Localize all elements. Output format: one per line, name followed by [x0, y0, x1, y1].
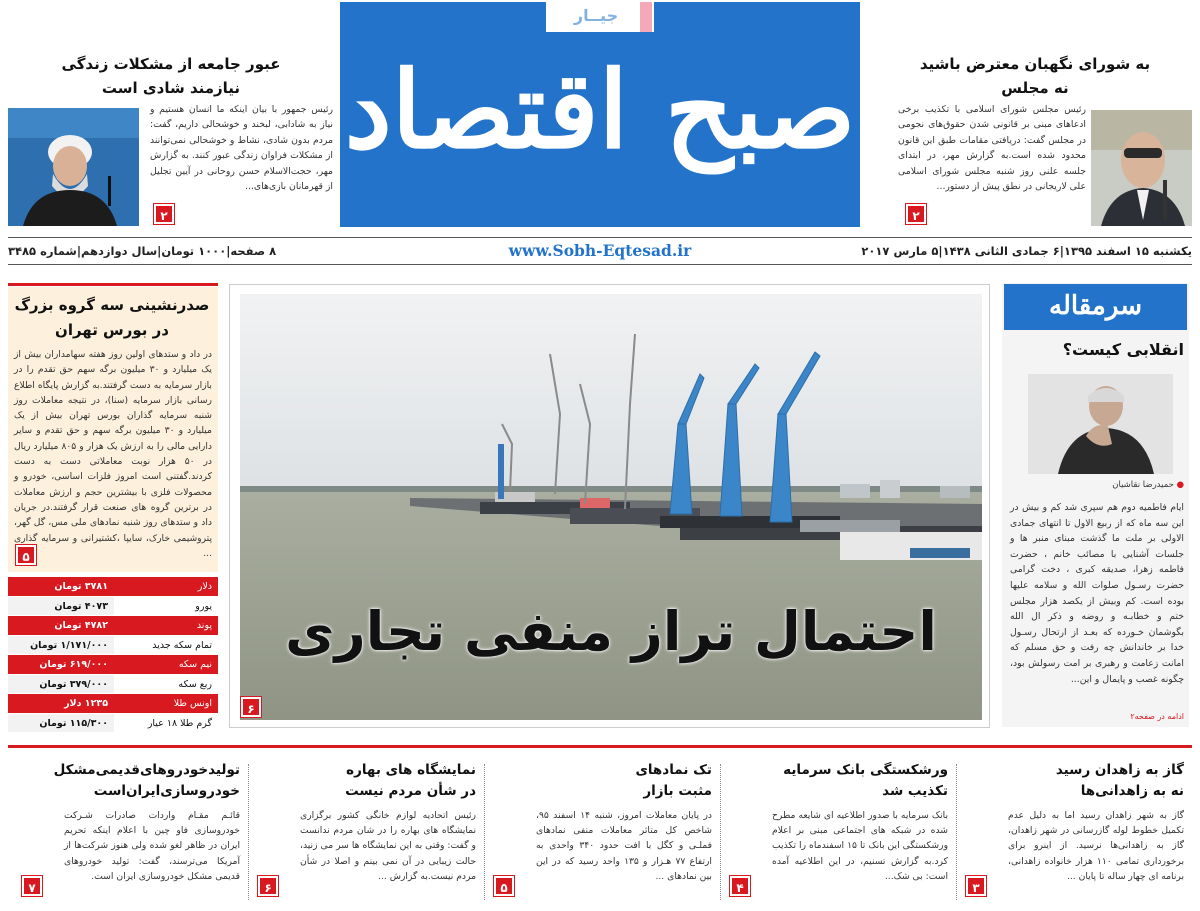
portrait-image	[1091, 110, 1192, 226]
market-label: یورو	[114, 597, 218, 616]
market-label: تمام سکه جدید	[114, 636, 218, 655]
top-left-page-badge[interactable]: ۲	[154, 204, 174, 224]
main-page-badge[interactable]: ۶	[241, 697, 261, 717]
top-left-headline-line2: نیازمند شادی است	[101, 79, 241, 97]
bottom-article-page-badge[interactable]: ۵	[494, 876, 514, 896]
market-value: ۳۷۹/۰۰۰ تومان	[8, 675, 114, 694]
editorial-tag: سرمقاله	[1004, 284, 1187, 330]
bottom-article-headline-line1: نمایشگاه های بهاره	[346, 762, 476, 778]
newspaper-name: صبح اقتصاد	[344, 47, 856, 172]
left-feature-headline-line2: در بورس تهران	[55, 321, 169, 339]
bottom-article-headline-line2: تکذیب شد	[882, 783, 948, 799]
bottom-article	[492, 758, 712, 903]
top-left-body: رئیس جمهور با بیان اینکه ما انسان هستیم و نیاز به شادابی، لبخند و خوشحالی داریم، گفت: مردم بدون شادی، نشاط و خوشحالی نمی‌توانند از مشکلات فراوان زندگی عبور کنند. به گزارش مهر، حجت‌الاسلام حسن روحانی در آیین تجلیل از قهرمانان بازی‌های...	[150, 104, 333, 193]
left-feature-headline	[12, 293, 212, 343]
column-separator	[956, 764, 957, 900]
market-row	[8, 714, 218, 734]
left-feature-page-badge[interactable]: ۵	[16, 545, 36, 565]
market-row	[8, 655, 218, 675]
market-row	[8, 616, 218, 636]
bottom-article-body: قائـم مقـام واردات صادرات شـرکت خودروسازی فاو چین با اعلام اینکه تحریم ایران در ظاهر لغو شده ولی هنوز شرکت‌ها از آمریکا می‌ترسند، گفت: تولید خودروهای قدیمی مشکل خودروسازی ایران است.	[64, 810, 240, 882]
top-left-headline-line1: عبور جامعه از مشکلات زندگی	[61, 55, 281, 73]
market-row	[8, 597, 218, 617]
market-value: ۴۰۷۳ تومان	[8, 597, 114, 616]
market-label: دلار	[114, 577, 218, 596]
market-value: ۶۱۹/۰۰۰ تومان	[8, 655, 114, 674]
rouhani-photo	[8, 108, 139, 226]
market-row	[8, 675, 218, 695]
column-separator	[484, 764, 485, 900]
editorial-body: ایام فاطمیه دوم هم سپری شد کم و بیش در این سه ماه که از ربیع الاول تا انتهای جمادی الاولی بر ملت ما گذشت مبنای منبر ها و جلسات آشنایی با مصائب خانم ، حضرت فاطمه زهرا، صدیقه کبری ، دخت گرامی حضرت رسـول صلوات الله و سلامه علیها بوده است. کم وبیش از یکصد هزار مجلس ختم و خطابـه و روضه و ذکر ال الله بگوشمان خـورده که بعـد از ارتحال رسـول خدا بر خاندانش چه رفت و حق مسلم که امانت زعامت و رهبری بر امت رسولش بود، چگونه غصب و پایمال و این...	[1010, 502, 1184, 685]
bottom-article-headline	[526, 760, 712, 802]
top-right-page-badge[interactable]: ۲	[906, 204, 926, 224]
bottom-article	[964, 758, 1184, 903]
editorial-title: انقلابی کیست؟	[1062, 340, 1184, 359]
bottom-article-page-badge[interactable]: ۶	[258, 876, 278, 896]
left-feature-body: در داد و ستدهای اولین روز هفته سهامداران بیش از یک میلیارد و ۳۰ میلیون برگه سهم حق تقدم را در بازار سرمایه به دست گرفتند.به گزارش پایگاه اطلاع رسانی بازار سرمایه (سنا)، در نتیجه معاملات روز شنبه سرمایه گذاران بورس تهران بیش از یک میلیارد و ۳۰ میلیون برگه سهم و حق تقدم و سایر دارایی مالی را به ارزش یک هزار و ۸۰۵ میلیارد ریال در ۵۰ هزار نوبت معاملاتی دست به دست کردند.گفتنی است امروز فلزات اساسی، خودرو و محصولات فلزی با بیشترین حجم و ارزش معاملات در برترین گروه های صنعت قرار گرفتند.در جریان داد و ستدهای روز شنبه نمادهای ملی مس، گل گهر، پتروشیمی خارک، سایپا ،کشتیرانی و سرمایه گذاری ...	[14, 349, 212, 559]
market-table	[8, 577, 218, 733]
left-feature-headline-line1: صدرنشینی سه گروه بزرگ	[14, 296, 210, 314]
editorial-author-name: حمیدرضا نقاشیان	[1112, 480, 1174, 490]
top-right-body: رئیس مجلس شورای اسلامی با تکذیب برخی ادعاهای مبنی بر قانونی شدن حقوق‌های نجومی در مجلس گفت: دریافتی مقامات طبق این قانون محدود شده است.به گزارش مهر، در ابتدای جلسه علنی روز شنبه مجلس شورای اسلامی علی لاریجانی در نطق پیش از دستور...	[898, 104, 1086, 193]
bottom-article-headline-line1: گاز به زاهدان رسید	[1055, 762, 1184, 778]
bottom-article-headline	[54, 760, 240, 802]
masthead-rule-bottom	[8, 264, 1192, 265]
market-value: ۱/۱۷۱/۰۰۰ تومان	[8, 636, 114, 655]
author-bullet-icon: ●	[1176, 480, 1184, 490]
website[interactable]: www.Sobh-Eqtesad.ir	[508, 241, 692, 260]
top-right-headline	[880, 52, 1190, 100]
bottom-article-headline-line1: تک نمادهای	[635, 762, 712, 778]
issue-line: ۸ صفحه|۱۰۰۰ تومان|سال دوازدهم|شماره ۳۴۸۵	[8, 244, 277, 258]
bottom-article-headline-line1: ورشکستگی بانک سرمایه	[783, 762, 948, 778]
date-line: یکشنبه ۱۵ اسفند ۱۳۹۵|۶ جمادی الثانی ۱۴۳۸|۵ مارس ۲۰۱۷	[861, 244, 1192, 258]
logo-tab-label: جیــار	[573, 6, 619, 25]
market-label: گرم طلا ۱۸ عیار	[114, 714, 218, 733]
main-headline: احتمال تراز منفی تجاری	[285, 600, 937, 663]
top-right-headline-line2: نه مجلس	[1001, 79, 1069, 97]
market-label: پوند	[114, 616, 218, 635]
editorial-continue-link[interactable]: ادامه در صفحه۲	[1130, 712, 1184, 721]
bottom-article	[20, 758, 240, 903]
left-feature-box	[8, 287, 218, 572]
market-value: ۱۲۳۵ دلار	[8, 694, 114, 713]
bottom-article-headline-line1: تولیدخودروهای‌قدیمی‌مشکل	[53, 762, 240, 778]
bottom-article-headline	[762, 760, 948, 802]
left-feature-accent	[8, 283, 218, 286]
market-label: اونس طلا	[114, 694, 218, 713]
market-row	[8, 694, 218, 714]
column-separator	[720, 764, 721, 900]
top-left-headline	[12, 52, 330, 100]
bottom-article-body: بانک سرمایه با صدور اطلاعیه ای شایعه مطرح شده در شبکه های اجتماعی مبنی بر اعلام ورشکستگی این بانک تا ۱۵ اسفندماه را تکذیب کرد.به گزارش تسنیم، در این اطلاعیه آمده است: بی شک...	[772, 810, 949, 882]
bottom-article-page-badge[interactable]: ۳	[966, 876, 986, 896]
market-value: ۴۷۸۲ تومان	[8, 616, 114, 635]
market-label: ربع سکه	[114, 675, 218, 694]
market-row	[8, 636, 218, 656]
top-right-headline-line1: به شورای نگهبان معترض باشید	[919, 55, 1151, 73]
bottom-article-page-badge[interactable]: ۴	[730, 876, 750, 896]
market-value: ۳۷۸۱ تومان	[8, 577, 114, 596]
column-separator	[248, 764, 249, 900]
bottom-article-headline	[290, 760, 476, 802]
bottom-article-headline-line2: در شأن مردم نیست	[345, 783, 476, 799]
bottom-article	[728, 758, 948, 903]
bottom-article-body: رئیس اتحادیه لوازم خانگی کشور برگزاری نمایشگاه های بهاره را در شان مردم ندانست و گفت: وقتی به این نمایشگاه ها سر می زنید، حالت زیبایی در آن نمی بینم و اصلا در شأن مردم نیست.به گزارش ...	[300, 810, 476, 882]
market-row	[8, 577, 218, 597]
bottom-article-headline	[998, 760, 1184, 802]
masthead-logo	[340, 2, 860, 227]
author-image	[1028, 374, 1173, 474]
larijani-photo	[1091, 110, 1192, 226]
bottom-article-page-badge[interactable]: ۷	[22, 876, 42, 896]
masthead-rule-top	[8, 237, 1192, 238]
bottom-strip-accent	[8, 745, 1192, 748]
author-photo	[1028, 374, 1173, 474]
market-value: ۱۱۵/۳۰۰ تومان	[8, 714, 114, 733]
bottom-article-body: در پایان معاملات امروز، شنبه ۱۴ اسفند ۹۵، شاخص کل متاثر معاملات منفی نمادهای فملـی و کگل با افت حدود ۳۴۰ واحدی به ارتفاع ۷۷ هـزار و ۱۳۵ واحد رسید که در این بین نمادهای ...	[536, 810, 713, 882]
bottom-article	[256, 758, 476, 903]
market-label: نیم سکه	[114, 655, 218, 674]
bottom-article-headline-line2: نه به زاهدانی‌ها	[1080, 783, 1184, 799]
editorial-author	[1010, 480, 1184, 490]
bottom-article-body: گاز به شهر زاهدان رسید اما به دلیل عدم تکمیل خطوط لوله گازرسانی در شهر زاهدان، گاز به زاهدانی‌ها نرسید. از اینرو برای برخورداری تمامی ۱۱۰ هزار خانواده زاهدانی، برنامه ای چهار ساله تا پایان ...	[1008, 810, 1184, 882]
portrait-image	[8, 108, 139, 226]
bottom-article-headline-line2: خودروسازی‌ایران‌است	[93, 783, 240, 799]
bottom-article-headline-line2: مثبت بازار	[643, 783, 712, 799]
